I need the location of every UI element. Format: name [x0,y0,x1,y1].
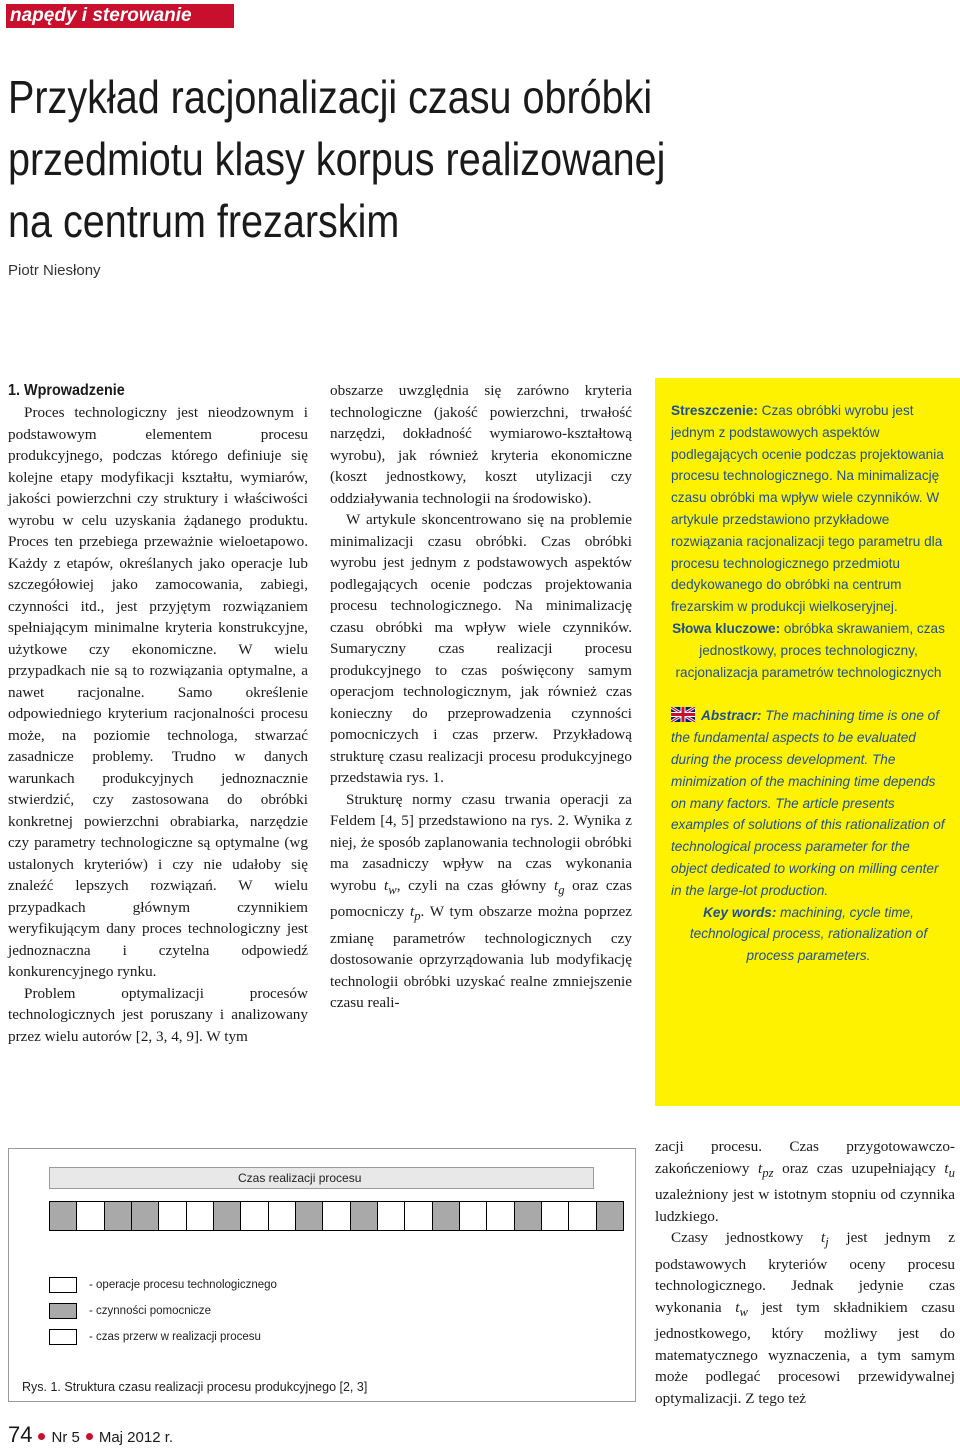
issue-number: Nr 5 [51,1429,80,1446]
abstract-en: Abstracr: The machining time is one of the fundamental aspects to be evaluated during the process development. The minimization of the machining time depends on many factors. The article presents examples of solutions of this rationalization of technological process parameter for the object dedicated to working on milling center in the large-lot production. [671,708,945,898]
section-label: napędy i sterowanie [10,5,192,26]
abstract-en-label: Abstracr: [701,708,762,724]
author: Piotr Niesłony [8,262,101,279]
title-line-3: na centrum frezarskim [8,195,400,247]
bar-segment [296,1202,323,1230]
figure-bar-title: Czas realizacji procesu [49,1167,594,1189]
page-footer [8,1422,173,1448]
keywords-en: Key words: machining, cycle time, technological process, rationalization of process parameters. [689,904,928,964]
bar-segment [159,1202,186,1230]
abstract-pl-label: Streszczenie: [671,403,758,418]
bar-segment [515,1202,542,1230]
paragraph: W artykule skoncentrowano się na problemie minimalizacji czasu obróbki. Czas obróbki wyrobu jest jednym z podstawowych aspektów podlegających ocenie podczas projektowania procesu technologicznego. Na minimalizację czasu obróbki ma wpływ wiele czynników. Sumaryczny czas realizacji procesu produkcyjnego to czas poświęcony samym operacjom technologicznym, jak również czas konieczny do przeprowadzenia czynności pomocniczych i czas przerw. Przykładową strukturę czasu realizacji procesu produkcyjnego przedstawia rys. 1. [330,511,632,786]
bar-segment [269,1202,296,1230]
bar-segment [542,1202,569,1230]
page-number: 74 [8,1422,33,1447]
column-2 [330,380,632,1014]
separator-dot [86,1433,93,1440]
bar-segment [433,1202,460,1230]
bar-segment [77,1202,104,1230]
bar-segment [487,1202,514,1230]
legend-item: - czas przerw w realizacji procesu [49,1329,261,1345]
time-structure-bar [49,1201,624,1231]
bar-segment [187,1202,214,1230]
legend-swatch [49,1277,77,1293]
legend-swatch [49,1329,77,1345]
column-3 [655,1136,955,1409]
abstract-sidebar [655,378,960,1106]
paragraph: Czasy jednostkowy $t_j$ jest jednym z podstawowych kryteriów oceny procesu technologicznego. Jednak jedynie czas wykonania $t_w$ jest tym składnikiem czasu jednostkowego, który możliwy jest do matematycznego wyznaczenia, a tym samym może podlegać procesowi przewidywalnej optymalizacji. Z tego też [655,1229,956,1407]
title-line-1: Przykład racjonalizacji czasu obróbki [8,71,653,123]
bar-segment [569,1202,596,1230]
keywords-en-label: Key words: [703,904,777,920]
figure-1 [8,1148,636,1402]
legend-item: - czynności pomocnicze [49,1303,211,1319]
keywords-pl: Słowa kluczowe: obróbka skrawaniem, czas jednostkowy, proces technologiczny, racjonalizacja parametrów technologicznych [672,620,945,680]
paragraph: Problem optymalizacji procesów technologicznych jest poruszany i analizowany przez wielu autorów [2, 3, 4, 9]. W tym [8,984,308,1045]
paragraph: Strukturę normy czasu trwania operacji za Feldem [4, 5] przedstawiono na rys. 2. Wynika z niej, że sposób zaplanowania technologii obróbki ma zasadniczy wpływ na czas wykonania wyrobu $t_w$, czyli na czas główny $t_g$ oraz czas pomocniczy $t_p$. W tym obszarze można poprzez zmianę parametrów technologicznych czy dostosowanie oprzyrządowania lub modyfikację technologii obróbki uzyskać realne zmniejszenie czasu reali- [330,790,632,1012]
bar-segment [597,1202,623,1230]
paragraph: zacji procesu. Czas przygotowawczo-zakończeniowy $t_{pz}$ oraz czas uzupełniający $t_u$ uzależniony jest w istotnym stopniu od czynnika ludzkiego. [655,1138,955,1225]
section-heading: 1. Wprowadzenie [8,382,125,399]
column-1 [8,380,308,1047]
paragraph: obszarze uwzględnia się zarówno kryteria technologiczne (jakość powierzchni, trwałość narzędzi, dokładność wymiarowo-kształtową wyrobu), jak również kryteria ekonomiczne (koszt jednostkowy, koszt utylizacji czy oddziaływania technologii na środowisko). [330,382,632,507]
bar-segment [405,1202,432,1230]
abstract-pl: Streszczenie: Czas obróbki wyrobu jest jednym z podstawowych aspektów podlegających ocenie podczas projektowania procesu technologicznego. Na minimalizację czasu obróbki ma wpływ wiele czynników. W artykule przedstawiono przykładowe rozwiązania racjonalizacji tego parametru dla procesu technologicznego przedmiotu dedykowanego do obróbki na centrum frezarskim w produkcji wielkoseryjnej. [671,403,944,615]
legend-item: - operacje procesu technologicznego [49,1277,277,1293]
section-banner [6,4,234,28]
legend-swatch [49,1303,77,1319]
article-title [8,66,908,252]
bar-segment [105,1202,132,1230]
uk-flag-icon [671,707,695,722]
separator-dot [38,1433,45,1440]
bar-segment [460,1202,487,1230]
keywords-pl-label: Słowa kluczowe: [672,620,781,636]
bar-segment [214,1202,241,1230]
paragraph: Proces technologiczny jest nieodzownym i podstawowym elementem procesu produkcyjnego, podczas którego definiuje się kolejne etapy modyfikacji kształtu, wymiarów, jakości powierzchni czy struktury i właściwości wyrobu w celu uzyskania żądanego produktu. Proces ten przebiega przeważnie wieloetapowo. Każdy z etapów, określanych jako operacje lub szczegółowiej jako zamocowania, zabiegi, czynności itd., jest przyjętym rozwiązaniem spełniającym minimalne kryteria konstrukcyjne, użytkowe czy ekonomiczne. W wielu przypadkach nie są to rozwiązania optymalne, a nawet racjonalne. Samo określenie odpowiedniego kryterium racjonalności procesu może, na poziomie technologa, stwarzać zasadnicze problemy. Trudno w danych warunkach produkcyjnych jednoznacznie stwierdzić, czy zastosowana do obróbki konkretnej powierzchni obrabiarka, narzędzie czy parametry technologiczne są optymalne (wg ustalonych kryteriów) i czy nie udałoby się znaleźć lepszych rozwiązań. W wielu przypadkach głównym czynnikiem weryfikującym dany proces technologiczny jest jednoznaczna i czytelna odpowiedź konkurencyjnego rynku. [8,404,308,980]
bar-segment [241,1202,268,1230]
title-line-2: przedmiotu klasy korpus realizowanej [8,133,666,185]
figure-caption: Rys. 1. Struktura czasu realizacji procesu produkcyjnego [2, 3] [22,1380,368,1394]
issue-date: Maj 2012 r. [98,1429,174,1446]
bar-segment [132,1202,159,1230]
bar-segment [351,1202,378,1230]
bar-segment [378,1202,405,1230]
bar-segment [323,1202,350,1230]
bar-segment [50,1202,77,1230]
